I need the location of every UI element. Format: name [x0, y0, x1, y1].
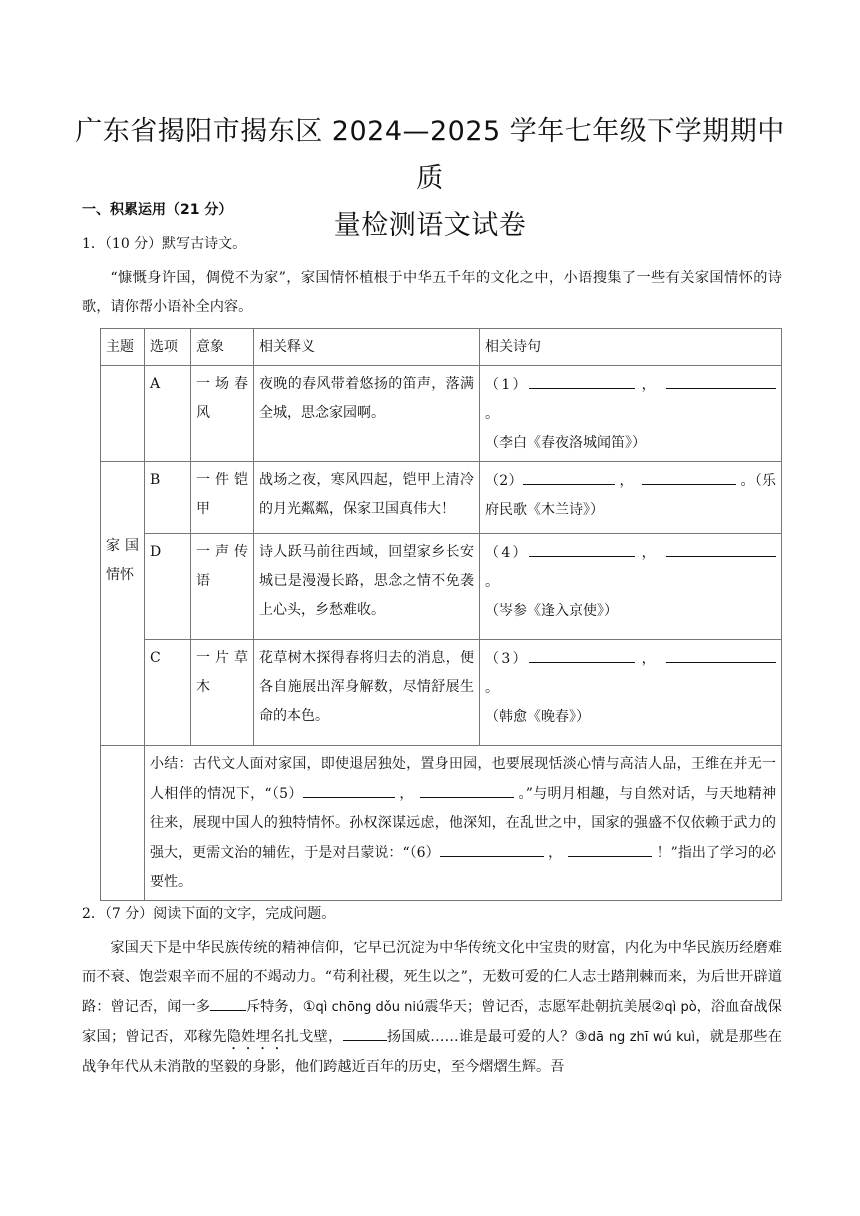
question-1-intro: “慷慨身许国，倜傥不为家”，家国情怀植根于中华五千年的文化之中，小语搜集了一些有关家国情怀的诗歌，请你帮小语补全内容。: [82, 270, 782, 315]
summary-row: [101, 746, 782, 901]
table-row: [101, 640, 782, 746]
marker-1: ①: [302, 999, 316, 1015]
meaning-cell: 战场之夜，寒风四起，铠甲上清冷的月光粼粼，保家卫国真伟大！: [254, 462, 480, 534]
table-row: [101, 462, 782, 534]
summary-text: ！”指出了学习的必要性。: [150, 845, 777, 890]
answer-blank[interactable]: [666, 370, 776, 389]
image-cell: 一 片 草 木: [191, 640, 254, 746]
marker-2: ②: [651, 999, 665, 1015]
theme-cell-empty: [101, 366, 145, 462]
answer-blank[interactable]: [666, 644, 776, 663]
summary-text: 小结：古代文人面对家国，即使退居独处，置身田园，也要展现恬淡心情与高洁人品，王维在并无一人相伴的情况下，“（5）: [150, 756, 776, 802]
option-cell: D: [145, 534, 191, 640]
question-1-heading: 1．（10 分）默写古诗文。: [82, 236, 247, 252]
meaning-cell: 花草树木探得春将归去的消息，便各自施展出浑身解数，尽情舒展生命的本色。: [254, 640, 480, 746]
dotted-word: 隐姓埋名: [226, 1029, 285, 1045]
answer-blank[interactable]: [529, 538, 635, 557]
passage-text: 斥特务，: [245, 999, 303, 1015]
blank-number: （4）: [485, 545, 529, 561]
option-cell: C: [145, 640, 191, 746]
meaning-cell: 夜晚的春风带着悠扬的笛声，落满全城，思念家园啊。: [254, 366, 480, 462]
passage-text: 震华天；曾记否，志愿军赴朝抗美展: [424, 999, 652, 1015]
pinyin-1: qì chōng dǒu niú: [315, 1000, 425, 1015]
theme-cell-empty: [101, 746, 145, 901]
pinyin-2: qì pò: [664, 1000, 697, 1015]
poem-source: （韩愈《晚春》）: [485, 709, 590, 725]
blank-number: （3）: [485, 651, 529, 667]
image-cell: 一 场 春 风: [191, 366, 254, 462]
answer-blank[interactable]: [529, 644, 635, 663]
answer-blank[interactable]: [210, 992, 246, 1011]
passage-text: ，浴血奋战保家国；曾记否，邓稼先: [82, 999, 782, 1045]
theme-cell: [101, 462, 145, 746]
marker-3: ③: [574, 1029, 588, 1045]
poem-table: [100, 328, 782, 901]
passage-text: 家国天下是中华民族传统的精神信仰，它早已沉淀为中华传统文化中宝贵的财富，内化为中华民族历经磨难而不衰、饱尝艰辛而不屈的不竭动力。“苟利社稷，死生以之”，无数可爱的仁人志士踏荆棘而来，为后世开辟道路：曾记否，闻一多: [82, 940, 782, 1015]
section-heading: 一、积累运用（21 分）: [82, 202, 233, 218]
answer-blank[interactable]: [343, 1022, 387, 1041]
answer-blank[interactable]: [303, 779, 395, 798]
title-line-2: 量检测语文试卷: [333, 210, 527, 241]
blank-number: （2）: [485, 473, 523, 489]
header-cell: 选项: [145, 329, 191, 366]
answer-blank[interactable]: [568, 838, 652, 857]
option-cell: A: [145, 366, 191, 462]
page-title: [70, 108, 790, 249]
title-line-1: 广东省揭阳市揭东区 2024—2025 学年七年级下学期期中质: [75, 116, 785, 194]
header-cell: 意象: [191, 329, 254, 366]
passage-text: 扬国威……谁是最可爱的人？: [386, 1029, 575, 1045]
image-cell: 一 声 传 语: [191, 534, 254, 640]
theme-label: 家 国 情怀: [106, 538, 139, 583]
poem-source: （李白《春夜洛城闻笛》）: [485, 435, 646, 451]
poem-cell: （1） ， 。 （李白《春夜洛城闻笛》）: [480, 366, 782, 462]
answer-blank[interactable]: [420, 779, 514, 798]
poem-source: （乐府民歌《木兰诗》）: [485, 473, 777, 518]
header-cell: 相关诗句: [480, 329, 782, 366]
meaning-cell: 诗人跃马前往西域，回望家乡长安城已是漫漫长路，思念之情不免袭上心头，乡愁难收。: [254, 534, 480, 640]
header-cell: 相关释义: [254, 329, 480, 366]
question-2-passage: [82, 934, 782, 1082]
summary-text: 。”与明月相趣，与自然对话，与天地精神往来，展现中国人的独特情怀。孙权深谋远虑，他深知，在乱世之中，国家的强盛不仅依赖于武力的强大，更需文治的辅佐，于是对吕蒙说：“（6）: [150, 786, 777, 861]
answer-blank[interactable]: [440, 838, 544, 857]
passage-text: ，就是那些在战争年代从未消散的坚毅的身影，他们跨越近百年的历史，至今熠熠生辉。吾: [82, 1029, 782, 1075]
table-row: [101, 534, 782, 640]
option-cell: B: [145, 462, 191, 534]
answer-blank[interactable]: [523, 466, 615, 485]
summary-cell: 小结：古代文人面对家国，即使退居独处，置身田园，也要展现恬淡心情与高洁人品，王维在并无一人相伴的情况下，“（5） ， 。”与明月相趣，与自然对话，与天地精神往来，展现中国人的独特情怀。孙权深谋远虑，他深知，在乱世之中，国家的强盛不仅依赖于武力的强大，更需文治的辅佐，于是对吕蒙说：“（6） ， ！”指出了学习的必要性。: [145, 746, 782, 901]
table-row: [101, 366, 782, 462]
poem-source: （岑参《逢入京使》）: [485, 603, 618, 619]
table-header-row: [101, 329, 782, 366]
answer-blank[interactable]: [666, 538, 776, 557]
poem-cell: （4） ， 。 （岑参《逢入京使》）: [480, 534, 782, 640]
answer-blank[interactable]: [529, 370, 635, 389]
poem-cell: （2） ， 。（乐府民歌《木兰诗》）: [480, 462, 782, 534]
blank-number: （1）: [485, 377, 529, 393]
header-cell: 主题: [101, 329, 145, 366]
answer-blank[interactable]: [642, 466, 736, 485]
poem-cell: （3） ， 。 （韩愈《晚春》）: [480, 640, 782, 746]
image-cell: 一 件 铠 甲: [191, 462, 254, 534]
pinyin-3: dā: [587, 1030, 604, 1045]
pinyin-3-cont: ng zhī wú kuì: [608, 1030, 696, 1045]
question-2-heading: 2．（7 分）阅读下面的文字，完成问题。: [82, 906, 336, 922]
passage-text: 扎戈壁，: [284, 1029, 343, 1045]
